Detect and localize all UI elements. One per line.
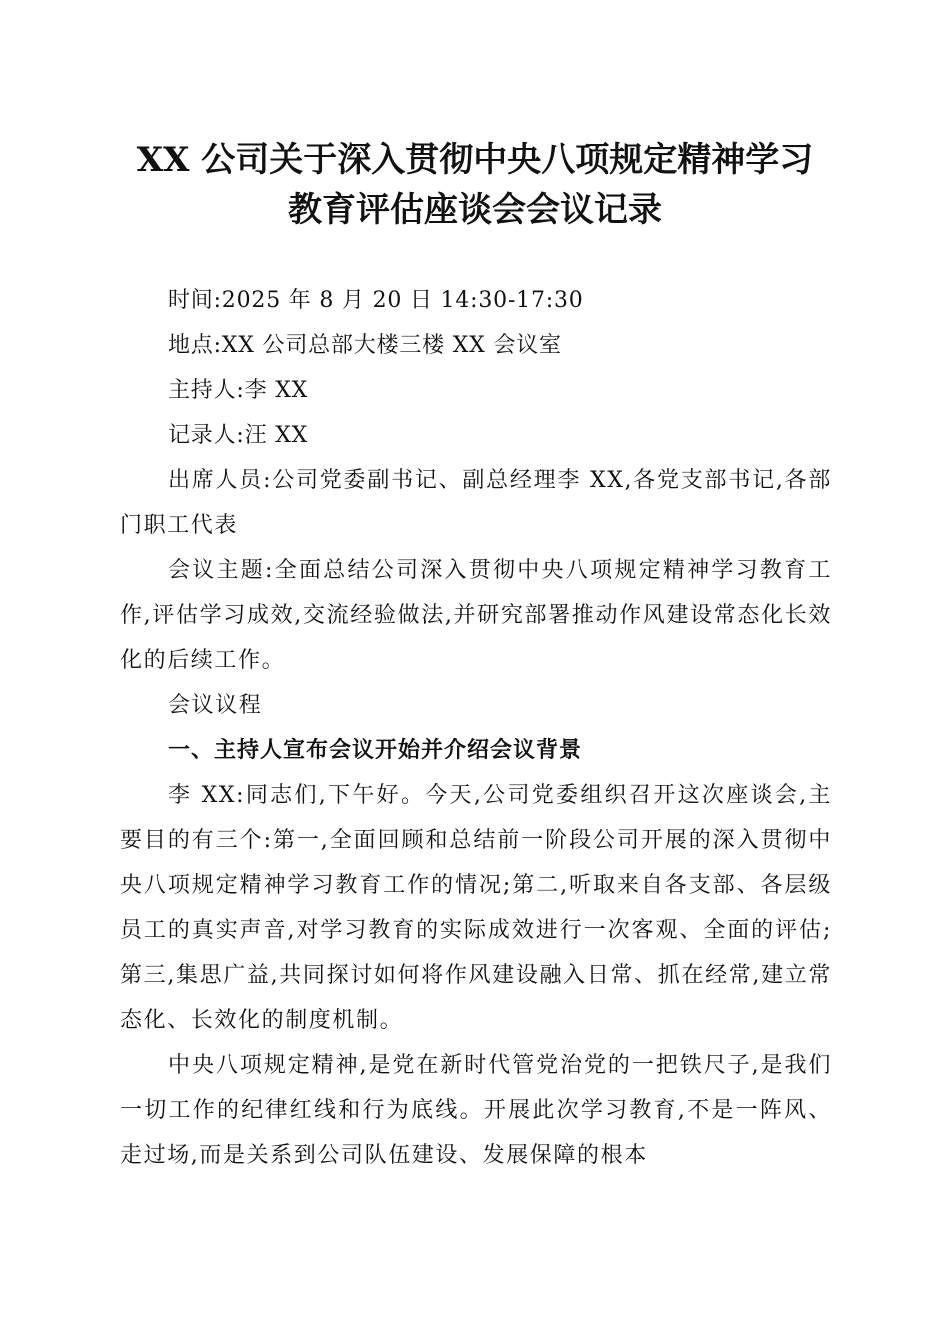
meeting-host: 主持人:李 XX <box>168 378 309 403</box>
meeting-attendees: 出席人员:公司党委副书记、副总经理李 XX,各党支部书记,各部门职工代表 <box>120 468 832 538</box>
body-paragraph-1: 李 XX:同志们,下午好。今天,公司党委组织召开这次座谈会,主要目的有三个:第一,全面回顾和总结前一阶段公司开展的深入贯彻中央八项规定精神学习教育工作的情况;第二,听取来自各支部、各层级员工的真实声音,对学习教育的实际成效进行一次客观、全面的评估;第三,集思广益,共同探讨如何将作风建设融入日常、抓在经常,建立常态化、长效化的制度机制。 <box>120 783 832 1033</box>
document-title-line-2: 教育评估座谈会会议记录 <box>288 190 662 230</box>
document-body <box>120 278 832 1178</box>
meeting-location: 地点:XX 公司总部大楼三楼 XX 会议室 <box>168 333 562 358</box>
meeting-topic: 会议主题:全面总结公司深入贯彻中央八项规定精神学习教育工作,评估学习成效,交流经验做法,并研究部署推动作风建设常态化长效化的后续工作。 <box>120 558 832 673</box>
body-paragraph-2: 中央八项规定精神,是党在新时代管党治党的一把铁尺子,是我们一切工作的纪律红线和行为底线。开展此次学习教育,不是一阵风、走过场,而是关系到公司队伍建设、发展保障的根本 <box>120 1053 832 1168</box>
meeting-time: 时间:2025 年 8 月 20 日 14:30-17:30 <box>168 288 584 313</box>
section-heading-1: 一、主持人宣布会议开始并介绍会议背景 <box>168 738 583 763</box>
document-title-line-1: XX 公司关于深入贯彻中央八项规定精神学习 <box>136 140 814 180</box>
meeting-recorder: 记录人:汪 XX <box>168 423 309 448</box>
agenda-label: 会议议程 <box>168 693 263 718</box>
